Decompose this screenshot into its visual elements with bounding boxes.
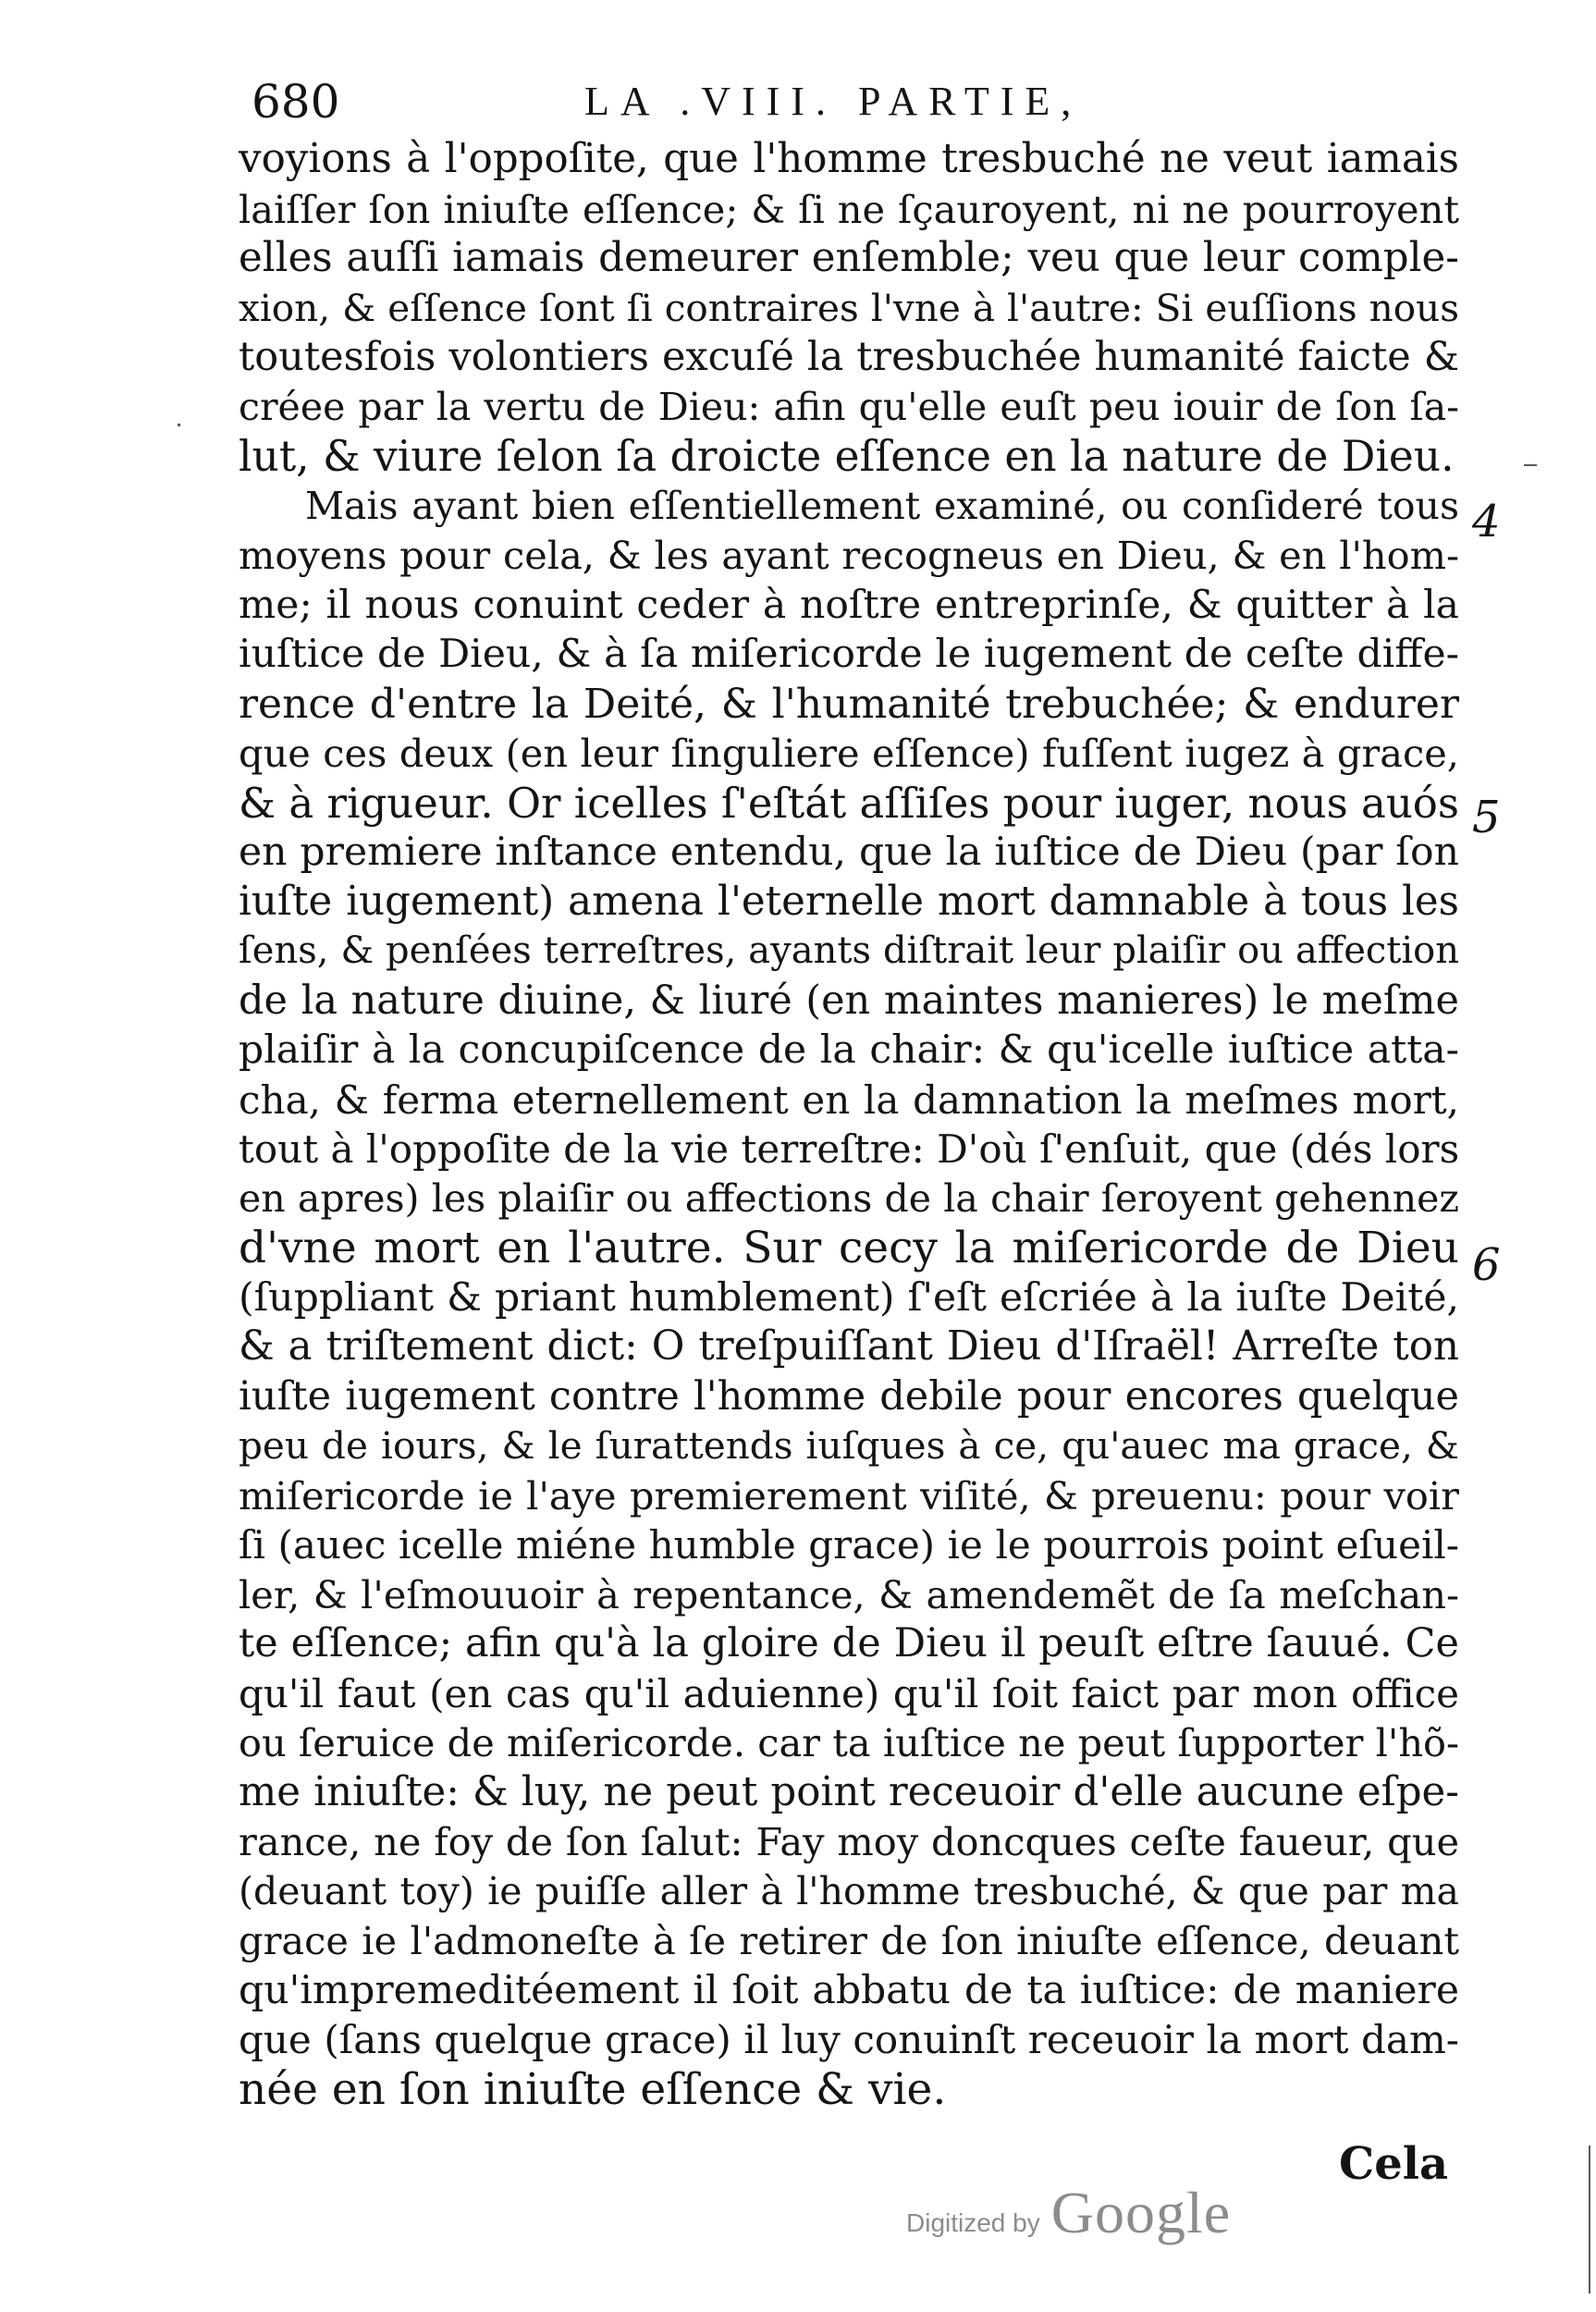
margin-dash bbox=[1524, 464, 1537, 466]
text-line: te eſſence; afin qu'à la gloire de Dieu il peuſt eſtre ſauué. Ce bbox=[239, 1620, 1459, 1666]
digitized-by-label: Digitized by bbox=[906, 2208, 1040, 2237]
text-line: que (ſans quelque grace) il luy conuinſt receuoir la mort dam- bbox=[239, 2017, 1459, 2062]
text-line: en premiere inſtance entendu, que la iuſtice de Dieu (par ſon bbox=[239, 830, 1459, 875]
google-logo: Google bbox=[1050, 2180, 1232, 2245]
text-line: tout à l'oppoſite de la vie terreſtre: D'où ſ'enſuit, que (dés lors bbox=[239, 1126, 1459, 1172]
text-line: voyions à l'oppoſite, que l'homme tresbuché ne veut iamais bbox=[239, 136, 1459, 182]
text-line: cha, & ferma eternellement en la damnation la meſmes mort, bbox=[239, 1076, 1459, 1123]
text-line: ſens, & penſées terreſtres, ayants diſtrait leur plaiſir ou affection bbox=[239, 929, 1459, 972]
text-line: xion, & eſſence ſont ſi contraires l'vne à l'autre: Si euſſions nous bbox=[239, 285, 1459, 330]
digitization-footer bbox=[906, 2173, 1231, 2247]
margin-numbers bbox=[1472, 0, 1528, 2312]
text-line: rence d'entre la Deité, & l'humanité trebuchée; & endurer bbox=[239, 680, 1459, 728]
catchword: Cela bbox=[1339, 2138, 1449, 2190]
text-line: iuſte iugement contre l'homme debile pour encores quelque bbox=[239, 1372, 1459, 1420]
text-line: née en ſon iniuſte eſſence & vie. bbox=[239, 2064, 947, 2114]
body-text bbox=[239, 135, 1459, 2114]
text-line: grace ie l'admoneſte à ſe retirer de ſon iniuſte eſſence, deuant bbox=[239, 1918, 1459, 1963]
text-line: toutesfois volontiers excuſé la tresbuchée humanité faicte & bbox=[239, 334, 1459, 380]
text-line: d'vne mort en l'autre. Sur cecy la miſericorde de Dieu bbox=[239, 1224, 1459, 1273]
text-line: qu'il faut (en cas qu'il aduienne) qu'il ſoit faict par mon office bbox=[239, 1670, 1459, 1716]
text-line: peu de iours, & le ſurattends iuſques à ce, qu'auec ma grace, & bbox=[239, 1423, 1459, 1468]
text-line: & à rigueur. Or icelles ſ'eſtát aſſiſes pour iuger, nous auós bbox=[239, 778, 1459, 828]
text-line: miſericorde ie l'aye premierement viſité, & preuenu: pour voir bbox=[239, 1472, 1459, 1519]
margin-number: 4 bbox=[1472, 496, 1501, 547]
text-line: que ces deux (en leur ſinguliere eſſence) fuſſent iugez à grace, bbox=[239, 731, 1459, 776]
text-line: lut, & viure ſelon ſa droicte eſſence en la nature de Dieu. bbox=[239, 432, 1455, 481]
margin-number: 6 bbox=[1472, 1239, 1501, 1291]
text-line: me; il nous conuint ceder à noſtre entreprinſe, & quitter à la bbox=[239, 582, 1459, 628]
text-line: en apres) les plaiſir ou affections de la chair ſeroyent gehennez bbox=[239, 1175, 1459, 1221]
text-line: créee par la vertu de Dieu: afin qu'elle euſt peu iouir de ſon ſa- bbox=[239, 384, 1459, 429]
text-line: iuſte iugement) amena l'eternelle mort damnable à tous les bbox=[239, 878, 1459, 925]
margin-dot bbox=[178, 424, 180, 426]
text-line: ſi (auec icelle miéne humble grace) ie le pourrois point eſueil- bbox=[239, 1522, 1459, 1568]
text-line: iuſtice de Dieu, & à ſa miſericorde le iugement de ceſte diffe- bbox=[239, 632, 1459, 677]
text-line: qu'impremeditéement il ſoit abbatu de ta iuſtice: de maniere bbox=[239, 1967, 1459, 2013]
text-line: me iniuſte: & luy, ne peut point receuoir d'elle aucune eſpe- bbox=[239, 1768, 1459, 1815]
text-line: ou ſeruice de miſericorde. car ta iuſtice ne peut ſupporter l'hõ- bbox=[239, 1720, 1459, 1765]
text-line: & a triſtement dict: O treſpuiſſant Dieu d'Iſraël! Arreſte ton bbox=[239, 1323, 1459, 1370]
running-head: LA .VIII. PARTIE, bbox=[584, 79, 1083, 124]
page-header bbox=[252, 72, 1463, 131]
text-line: elles auſſi iamais demeurer enſemble; veu que leur comple- bbox=[239, 235, 1459, 281]
text-line: moyens pour cela, & les ayant recogneus en Dieu, & en l'hom- bbox=[239, 533, 1459, 578]
text-line: Mais ayant bien eſſentiellement examiné, ou conſideré tous bbox=[305, 483, 1459, 528]
text-line: plaiſir à la concupiſcence de la chair: & qu'icelle iuſtice atta- bbox=[239, 1027, 1459, 1073]
text-line: de la nature diuine, & liuré (en maintes manieres) le meſme bbox=[239, 977, 1459, 1024]
margin-number: 5 bbox=[1472, 792, 1501, 843]
text-line: rance, ne foy de ſon ſalut: Fay moy doncques ceſte faueur, que bbox=[239, 1819, 1459, 1864]
text-line: ler, & l'eſmouuoir à repentance, & amendemẽt de ſa meſchan- bbox=[239, 1571, 1459, 1617]
text-line: (deuant toy) ie puiſſe aller à l'homme tresbuché, & que par ma bbox=[239, 1868, 1459, 1913]
page-edge-mark bbox=[1589, 2146, 1590, 2294]
page-number: 680 bbox=[252, 75, 340, 129]
text-line: laiſſer ſon iniuſte eſſence; & ſi ne ſçauroyent, ni ne pourroyent bbox=[239, 186, 1459, 232]
text-line: (ſuppliant & priant humblement) ſ'eſt eſcriée à la iuſte Deité, bbox=[239, 1274, 1459, 1321]
